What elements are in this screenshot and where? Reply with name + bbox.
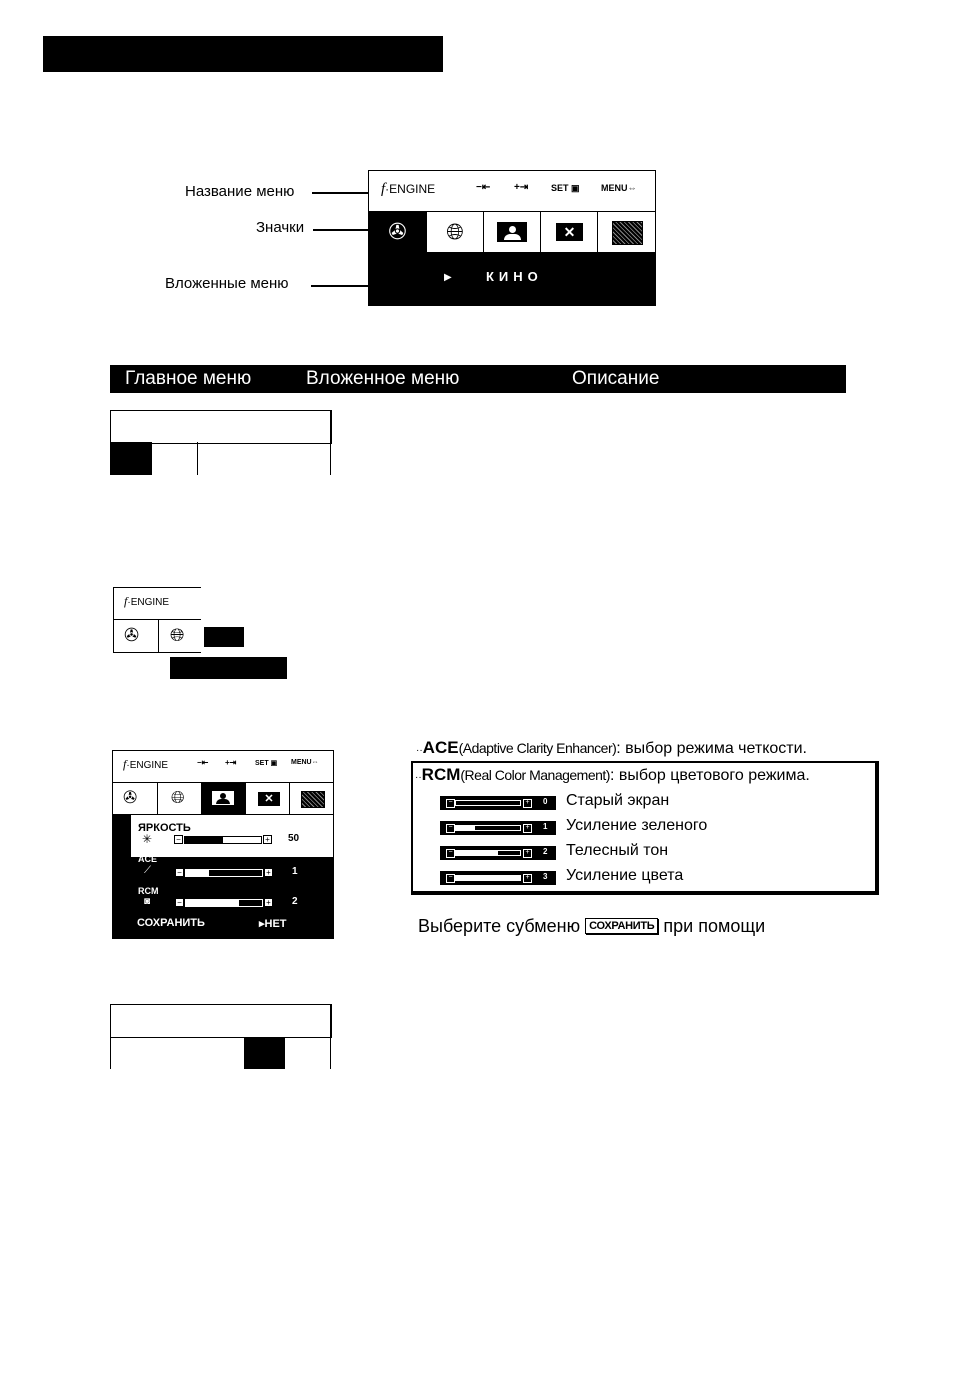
rcm-option-row: [440, 844, 860, 862]
globe-icon: 🌐︎: [427, 212, 484, 252]
leader-line: [312, 192, 368, 194]
rcm-text: : выбор цветового режима.: [609, 767, 810, 784]
menu-control: MENU⇔: [601, 183, 637, 193]
osd-title-row: [369, 171, 655, 212]
osd-small: [113, 587, 201, 653]
col-description: Описание: [572, 368, 660, 389]
ace-description: ··ACE(Adaptive Clarity Enhancer): выбор режима четкости.: [416, 738, 807, 757]
rcm-option-value: 3: [543, 872, 548, 881]
rcm-description: ··RCM(Real Color Management): выбор цветового режима.: [415, 765, 810, 784]
rcm-option-label: Старый экран: [566, 792, 670, 809]
picture-icon: [202, 783, 245, 814]
rcm-option-bar: [440, 796, 556, 810]
brightness-label: ЯРКОСТЬ: [138, 822, 191, 834]
label-submenu: Вложенные меню: [165, 275, 289, 292]
select-prefix: Выберите субменю: [418, 916, 581, 936]
rcm-option-bar: [440, 821, 556, 835]
close-icon: ✕: [258, 792, 280, 806]
minus-icon: −: [446, 874, 455, 883]
plus-control: +⇥: [225, 758, 237, 767]
rcm-abbr: RCM: [421, 765, 461, 784]
film-reel-icon: ✇: [369, 212, 427, 252]
leader-line: [313, 229, 368, 231]
minus-icon: −: [175, 898, 184, 907]
col-main-menu: Главное меню: [125, 368, 252, 389]
save-button-graphic: СОХРАНИТЬ: [585, 918, 658, 934]
rcm-option-track: [455, 850, 521, 856]
brightness-value: 50: [288, 833, 300, 844]
engine-logo: f·ENGINE: [123, 757, 169, 771]
ace-value: 1: [292, 866, 298, 877]
rcm-option-track: [455, 825, 521, 831]
brightness-row: [131, 815, 333, 857]
mini-menu-selected: [110, 442, 152, 475]
close-icon: ✕: [541, 212, 598, 252]
ace-abbr: ACE: [422, 738, 459, 757]
plus-icon: +: [264, 898, 273, 907]
rcm-value: 2: [292, 896, 298, 907]
label-icons: Значки: [256, 219, 305, 236]
ace-icon: ⟋: [144, 865, 151, 876]
highlight-block: [204, 627, 244, 647]
minus-control: −⇤: [197, 758, 209, 767]
rcm-icon: ◙: [144, 896, 151, 907]
rcm-option-track: [455, 875, 521, 881]
mini-menu-selected: [244, 1037, 285, 1069]
plus-icon: +: [264, 868, 273, 877]
osd-video-submenu: [113, 815, 333, 938]
label-menu-name: Название меню: [185, 183, 295, 200]
set-control: SET ▣: [255, 760, 278, 767]
minus-icon: −: [175, 868, 184, 877]
ace-text: : выбор режима четкости.: [616, 740, 807, 757]
menu-control: MENU⇔: [291, 759, 319, 766]
minus-icon: −: [446, 849, 455, 858]
plus-icon: +: [523, 874, 532, 883]
engine-logo: f·ENGINE: [381, 181, 436, 197]
col-submenu: Вложенное меню: [306, 368, 460, 389]
plus-icon: +: [523, 849, 532, 858]
rcm-box: [411, 761, 879, 895]
plus-icon: +: [523, 799, 532, 808]
save-label: СОХРАНИТЬ: [137, 917, 205, 929]
rcm-option-label: Усиление зеленого: [566, 817, 708, 834]
minus-icon: −: [446, 799, 455, 808]
select-suffix: при помощи: [663, 916, 766, 936]
osd-submenu-row: [369, 252, 655, 305]
rcm-option-label: Телесный тон: [566, 842, 669, 859]
rcm-option-value: 2: [543, 847, 548, 856]
rcm-option-value: 1: [543, 822, 548, 831]
rcm-option-bar: [440, 846, 556, 860]
screen-pattern-icon: [301, 791, 325, 808]
brightness-bar: [184, 836, 262, 844]
select-instruction: [418, 916, 765, 937]
table-header: [110, 365, 846, 393]
engine-logo: f·ENGINE: [124, 594, 170, 608]
rcm-option-value: 0: [543, 797, 548, 806]
save-value: ▸НЕТ: [259, 918, 287, 930]
rcm-option-row: [440, 819, 860, 837]
rcm-bar: [185, 899, 263, 907]
rcm-option-track: [455, 800, 521, 806]
submenu-value: КИНО: [486, 269, 543, 284]
set-control: SET ▣: [551, 183, 580, 193]
minus-icon: −: [446, 824, 455, 833]
ace-bar: [185, 869, 263, 877]
rcm-label: RCM: [138, 886, 159, 896]
rcm-option-row: [440, 869, 860, 887]
ace-full: (Adaptive Clarity Enhancer): [458, 740, 617, 756]
globe-icon: 🌐︎: [171, 788, 185, 807]
mini-menu-2: [110, 1004, 331, 1069]
picture-icon: [484, 212, 541, 252]
plus-control: +⇥: [514, 182, 529, 193]
globe-icon: 🌐︎: [170, 625, 185, 645]
osd-icon-row: [369, 212, 655, 252]
rcm-full: (Real Color Management): [460, 767, 610, 783]
header-bar: [43, 36, 443, 72]
plus-icon: +: [263, 835, 272, 844]
highlight-block: [170, 657, 287, 679]
rcm-option-row: [440, 794, 860, 812]
minus-control: −⇤: [476, 182, 491, 193]
mini-menu-1: [110, 410, 331, 475]
leader-line: [311, 285, 368, 287]
plus-icon: +: [523, 824, 532, 833]
arrow-right-icon: ▶: [444, 272, 452, 283]
film-reel-icon: ✇: [123, 788, 138, 807]
sun-icon: ✳: [142, 832, 153, 846]
film-reel-icon: ✇: [124, 625, 140, 645]
osd-video: [112, 750, 334, 939]
ace-label: ACE: [138, 854, 158, 864]
rcm-option-label: Усиление цвета: [566, 867, 684, 884]
osd-frame: [368, 170, 656, 306]
screen-pattern-icon: [598, 212, 655, 252]
rcm-option-bar: [440, 871, 556, 885]
minus-icon: −: [174, 835, 183, 844]
